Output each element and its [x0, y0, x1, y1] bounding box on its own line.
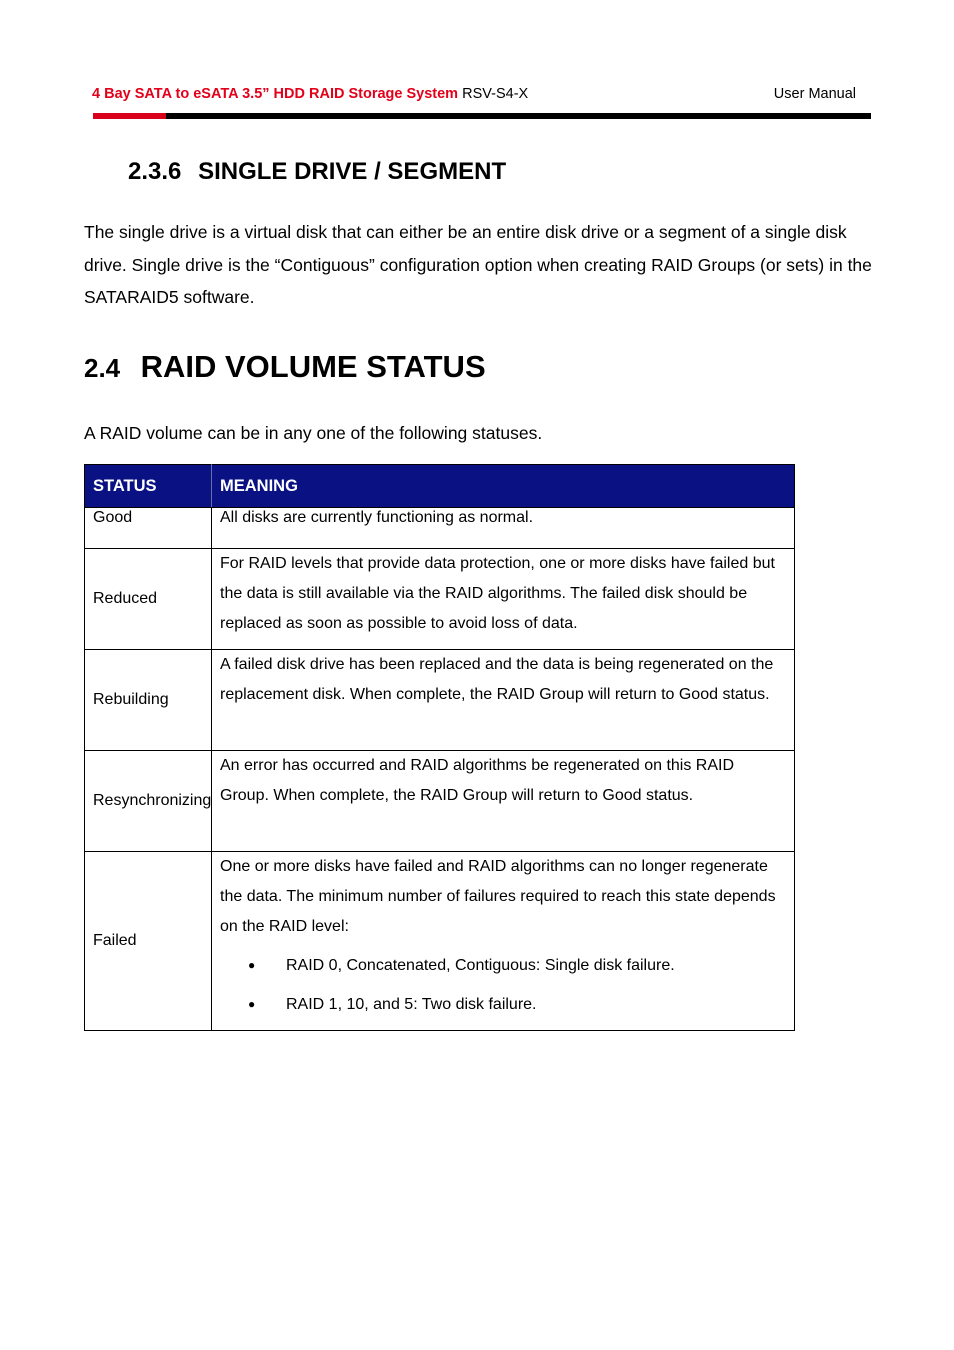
- page-header: [92, 85, 856, 103]
- header-rule: [93, 113, 871, 119]
- list-item: [220, 985, 786, 1024]
- raid-status-table: [84, 464, 795, 1031]
- status-cell: Good: [85, 508, 212, 549]
- meaning-cell: All disks are currently functioning as normal.: [212, 508, 795, 549]
- bullet-icon: ●: [248, 958, 256, 972]
- table-row: [85, 751, 795, 852]
- column-header-status: STATUS: [85, 465, 212, 508]
- meaning-cell: For RAID levels that provide data protection, one or more disks have failed but the data is still available via the RAID algorithms. The failed disk should be replaced as soon as possible to avoid loss of data.: [212, 549, 795, 650]
- section-number: 2.4: [84, 353, 121, 383]
- meaning-cell: [212, 852, 795, 1031]
- bullet-list: [220, 946, 786, 1024]
- status-cell: Rebuilding: [85, 650, 212, 751]
- meaning-text: One or more disks have failed and RAID algorithms can no longer regenerate the data. The minimum number of failures required to reach this state depends on the RAID level:: [220, 858, 776, 935]
- table-row: [85, 852, 795, 1031]
- column-header-meaning: MEANING: [212, 465, 795, 508]
- document-type: User Manual: [773, 86, 856, 102]
- table-row: [85, 549, 795, 650]
- bullet-text: RAID 1, 10, and 5: Two disk failure.: [286, 996, 537, 1013]
- section-body: The single drive is a virtual disk that can either be an entire disk drive or a segment of a single disk drive. Single drive is the “Contiguous” configuration option when creating RAID Groups (or sets) in the SATARAID5 software.: [84, 222, 872, 307]
- meaning-cell: An error has occurred and RAID algorithms be regenerated on this RAID Group. When complete, the RAID Group will return to Good status.: [212, 751, 795, 852]
- section-heading-2-4: [84, 345, 486, 395]
- table-row: [85, 650, 795, 751]
- meaning-cell: A failed disk drive has been replaced and the data is being regenerated on the replacement disk. When complete, the RAID Group will return to Good status.: [212, 650, 795, 751]
- section-number: 2.3.6: [128, 158, 182, 185]
- bullet-icon: ●: [248, 997, 256, 1011]
- status-cell: Failed: [85, 852, 212, 1031]
- header-rule-accent: [93, 113, 166, 119]
- section-title: SINGLE DRIVE / SEGMENT: [198, 158, 507, 185]
- bullet-text: RAID 0, Concatenated, Contiguous: Single disk failure.: [286, 957, 675, 974]
- section-title: RAID VOLUME STATUS: [140, 349, 486, 384]
- list-item: [220, 946, 786, 985]
- status-cell: Reduced: [85, 549, 212, 650]
- product-title: 4 Bay SATA to eSATA 3.5” HDD RAID Storage System: [92, 86, 459, 102]
- table-row: [85, 508, 795, 549]
- section-heading-2-3-6: [128, 157, 506, 187]
- table-header-row: [85, 465, 795, 508]
- section-intro: A RAID volume can be in any one of the following statuses.: [84, 423, 543, 443]
- status-cell: Resynchronizing: [85, 751, 212, 852]
- model-number: RSV-S4-X: [462, 86, 529, 102]
